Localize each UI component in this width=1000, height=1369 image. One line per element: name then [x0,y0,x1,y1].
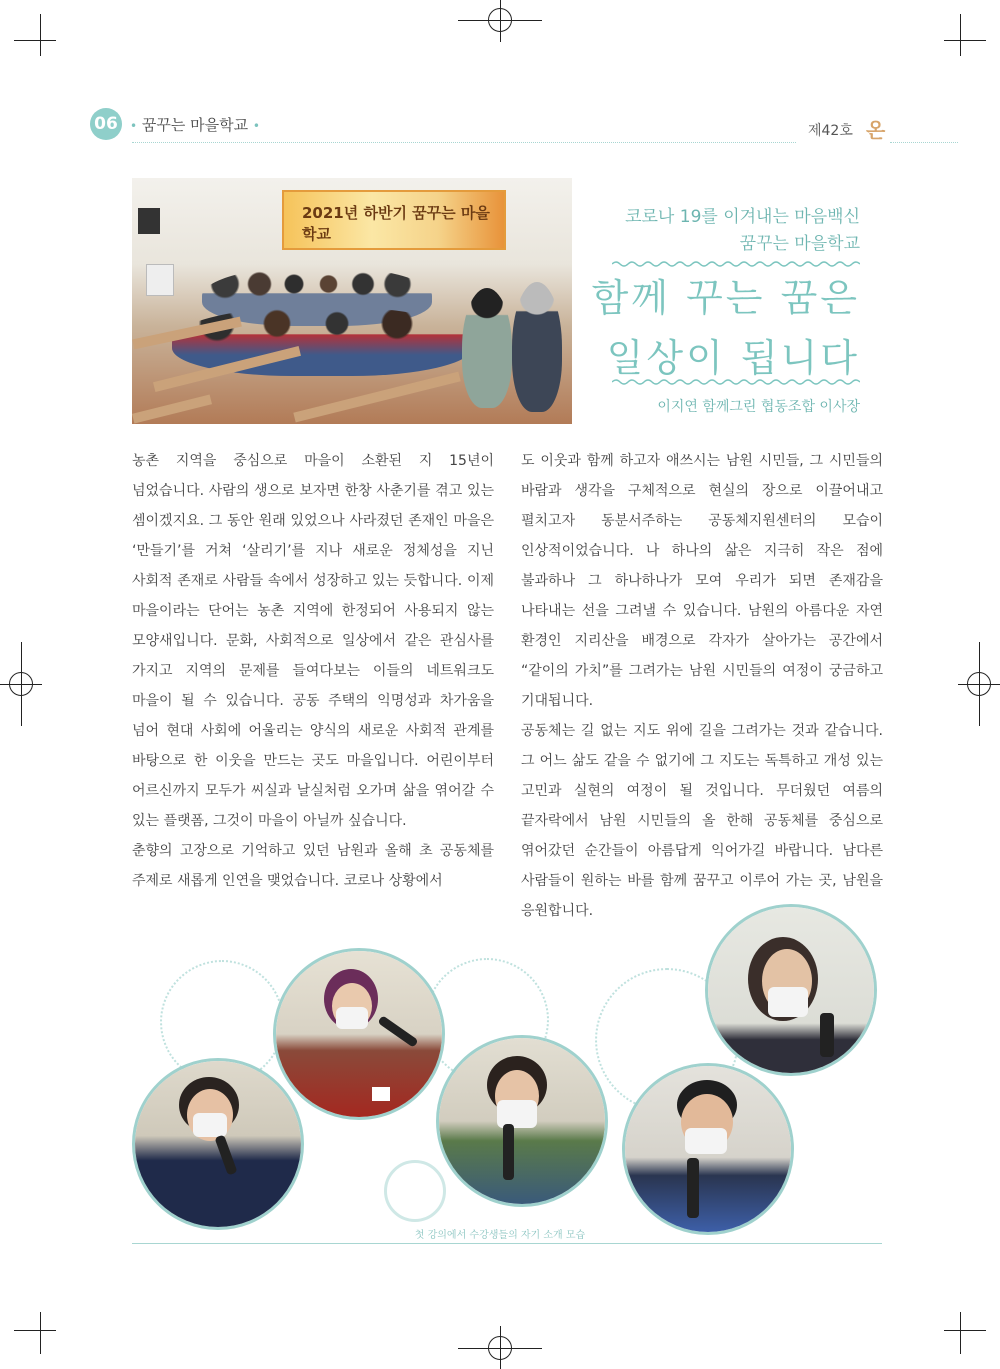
speaker-icon [138,208,160,234]
wave-divider-bottom [612,378,860,386]
header-divider [132,142,796,143]
participant-photo [705,904,877,1076]
issue-number: 제42호 [808,123,853,139]
group-photo [132,178,572,424]
person-standing [462,288,512,408]
article-column-1 [132,446,494,896]
header-divider-right [890,142,958,143]
bullet-icon: • [130,119,138,133]
magazine-logo: 온 [866,118,886,142]
paragraph: 농촌 지역을 중심으로 마을이 소환된 지 15년이 넘었습니다. 사람의 생으로 보자면 한창 사춘기를 겪고 있는 셈이겠지요. 그 동안 원래 있었으나 사라졌던 존재인 마을은 ‘만들기’를 거쳐 ‘살리기’를 지나 새로운 정체성을 지닌 사회적 존재로 사람들 속에서 성장하고 있는 듯합니다. 이제 마을이라는 단어는 농촌 지역에 한정되어 사용되지 않는 모양새입니다. 문화, 사회적으로 일상에서 같은 관심사를 가지고 지역의 문제를 들여다보는 이들의 네트워크도 마을이 될 수 있습니다. 공동 주택의 익명성과 차가움을 넘어 현대 사회에 어울리는 양식의 새로운 사회적 관계를 바탕으로 한 이웃을 만드는 곳도 마을입니다. 어린이부터 어르신까지 모두가 씨실과 날실처럼 오가며 삶을 엮어갈 수 있는 플랫폼, 그것이 마을이 아닐까 싶습니다. [132,453,494,829]
article-subtitle [625,204,860,258]
paragraph: 춘향의 고장으로 기억하고 있던 남원과 올해 초 공동체를 주제로 새롭게 인연을 맺었습니다. 코로나 상황에서 [132,843,494,889]
wave-divider-top [612,260,860,268]
paragraph: 도 이웃과 함께 하고자 애쓰시는 남원 시민들, 그 시민들의 바람과 생각을 구체적으로 현실의 장으로 이끌어내고 펼치고자 동분서주하는 공동체지원센터의 모습이 인상적이었습니다. 나 하나의 삶은 지극히 작은 점에 불과하나 그 하나하나가 모여 우리가 되면 존재감을 나타내는 선을 그려낼 수 있습니다. 남원의 아름다운 자연 환경인 지리산을 배경으로 각자가 살아가는 공간에서 “같이의 가치”를 그려가는 남원 시민들의 여정이 궁금하고 기대됩니다. [521,453,883,709]
article-column-2 [521,446,883,926]
person-standing [512,282,562,412]
section-title-text: 꿈꾸는 마을학교 [141,116,249,134]
page-number: 06 [90,108,122,140]
title-line-1: 함께 꾸는 꿈은 [591,276,860,320]
photo-caption: 첫 강의에서 수강생들의 자기 소개 모습 [414,1230,586,1241]
paragraph: 공동체는 길 없는 지도 위에 길을 그려가는 것과 같습니다. 그 어느 삶도 같을 수 없기에 그 지도는 독특하고 개성 있는 고민과 실현의 여정이 될 것입니다. 무더웠던 여름의 끝자락에서 남원 시민들의 올 한해 공동체를 중심으로 엮어갔던 순간들이 아름답게 익어가길 바랍니다. 남다른 사람들이 원하는 바를 함께 꿈꾸고 이루어 가는 곳, 남원을 응원합니다. [521,723,883,919]
desk [293,372,460,423]
bottom-divider [132,1243,882,1244]
decorative-circle [384,1160,446,1222]
subtitle-line-2: 꿈꾸는 마을학교 [739,234,860,254]
section-title [130,114,260,135]
article-byline: 이지연 함께그린 협동조합 이사장 [657,399,860,415]
bullet-icon: • [252,119,260,133]
whiteboard [146,264,174,296]
article-title [592,268,860,388]
participant-photo [132,1058,304,1230]
participant-photo [622,1063,794,1235]
title-line-2: 일상이 됩니다 [606,336,860,380]
photo-banner [282,190,506,250]
subtitle-line-1: 코로나 19를 이겨내는 마음백신 [625,207,860,227]
participant-photo [436,1035,608,1207]
desk [132,394,212,423]
banner-text: 2021년 하반기 꿈꾸는 마을학교 [302,204,490,243]
